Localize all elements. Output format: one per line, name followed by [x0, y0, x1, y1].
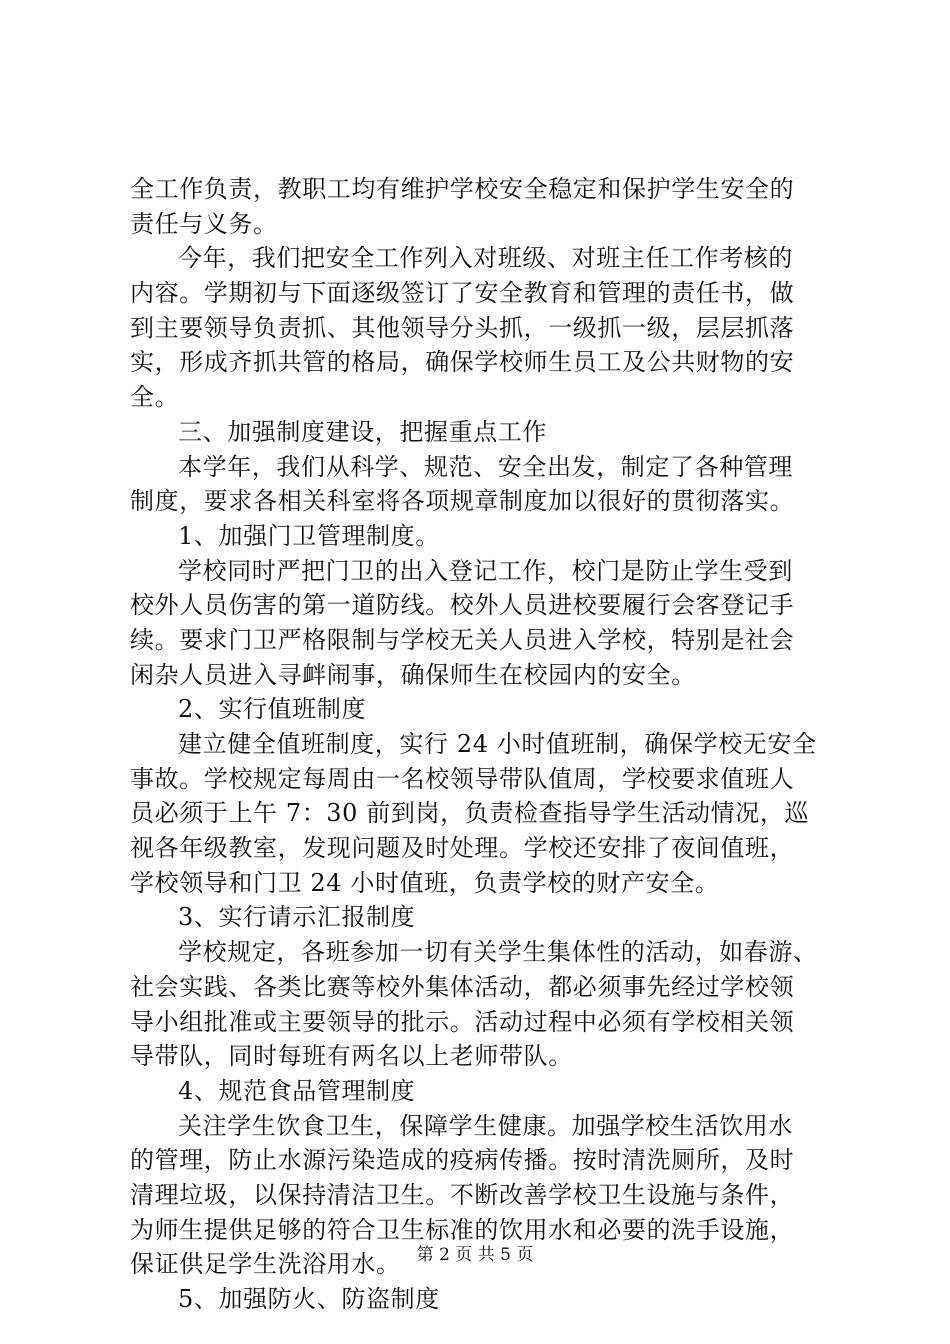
text-line: 3、实行请示汇报制度 — [178, 903, 416, 932]
text-line: 1、加强门卫管理制度。 — [178, 521, 440, 550]
text-line: 事故。学校规定每周由一名校领导带队值周，学校要求值班人 — [130, 764, 795, 793]
text-line: 社会实践、各类比赛等校外集体活动，都必须事先经过学校领 — [130, 972, 795, 1001]
text-line: 学校领导和门卫 24 小时值班，负责学校的财产安全。 — [130, 868, 720, 897]
text-line: 今年，我们把安全工作列入对班级、对班主任工作考核的 — [178, 244, 793, 273]
text-line: 保证供足学生洗浴用水。 — [130, 1250, 401, 1279]
text-line: 责任与义务。 — [130, 209, 278, 238]
text-line: 视各年级教室，发现问题及时处理。学校还安排了夜间值班， — [130, 834, 795, 863]
text-line: 闲杂人员进入寻衅闹事，确保师生在校园内的安全。 — [130, 660, 696, 689]
text-line: 4、规范食品管理制度 — [178, 1076, 416, 1105]
page-number-label: 第 2 页 共 5 页 — [416, 1245, 534, 1265]
text-line: 学校同时严把门卫的出入登记工作，校门是防止学生受到 — [178, 556, 793, 585]
text-line: 续。要求门卫严格限制与学校无关人员进入学校，特别是社会 — [130, 625, 795, 654]
text-line: 制度，要求各相关科室将各项规章制度加以很好的贯彻落实。 — [130, 487, 795, 516]
text-line: 到主要领导负责抓、其他领导分头抓，一级抓一级，层层抓落 — [130, 313, 795, 342]
text-line: 导带队，同时每班有两名以上老师带队。 — [130, 1042, 573, 1071]
text-line: 三、加强制度建设，把握重点工作 — [178, 417, 547, 446]
text-line: 员必须于上午 7：30 前到岗，负责检查指导学生活动情况，巡 — [130, 799, 810, 828]
text-line: 全工作负责，教职工均有维护学校安全稳定和保护学生安全的 — [130, 175, 795, 203]
text-line: 学校规定，各班参加一切有关学生集体性的活动，如春游、 — [178, 938, 818, 967]
text-line: 本学年，我们从科学、规范、安全出发，制定了各种管理 — [178, 452, 793, 481]
text-line: 的管理，防止水源污染造成的疫病传播。按时清洗厕所，及时 — [130, 1146, 795, 1175]
text-line: 2、实行值班制度 — [178, 695, 367, 724]
document-body — [130, 172, 830, 1317]
text-line: 实，形成齐抓共管的格局，确保学校师生员工及公共财物的安 — [130, 348, 795, 377]
page-footer — [0, 1244, 950, 1266]
text-line: 关注学生饮食卫生，保障学生健康。加强学校生活饮用水 — [178, 1111, 793, 1140]
text-line: 内容。学期初与下面逐级签订了安全教育和管理的责任书，做 — [130, 279, 795, 308]
text-line: 全。 — [130, 383, 180, 412]
text-line: 建立健全值班制度，实行 24 小时值班制，确保学校无安全 — [178, 730, 817, 758]
text-line: 导小组批准或主要领导的批示。活动过程中必须有学校相关领 — [130, 1007, 795, 1036]
text-line: 清理垃圾，以保持清洁卫生。不断改善学校卫生设施与条件， — [130, 1180, 795, 1209]
text-line: 为师生提供足够的符合卫生标准的饮用水和必要的洗手设施， — [130, 1215, 795, 1244]
text-line: 校外人员伤害的第一道防线。校外人员进校要履行会客登记手 — [130, 591, 795, 620]
text-line: 5、加强防火、防盗制度 — [178, 1285, 440, 1313]
